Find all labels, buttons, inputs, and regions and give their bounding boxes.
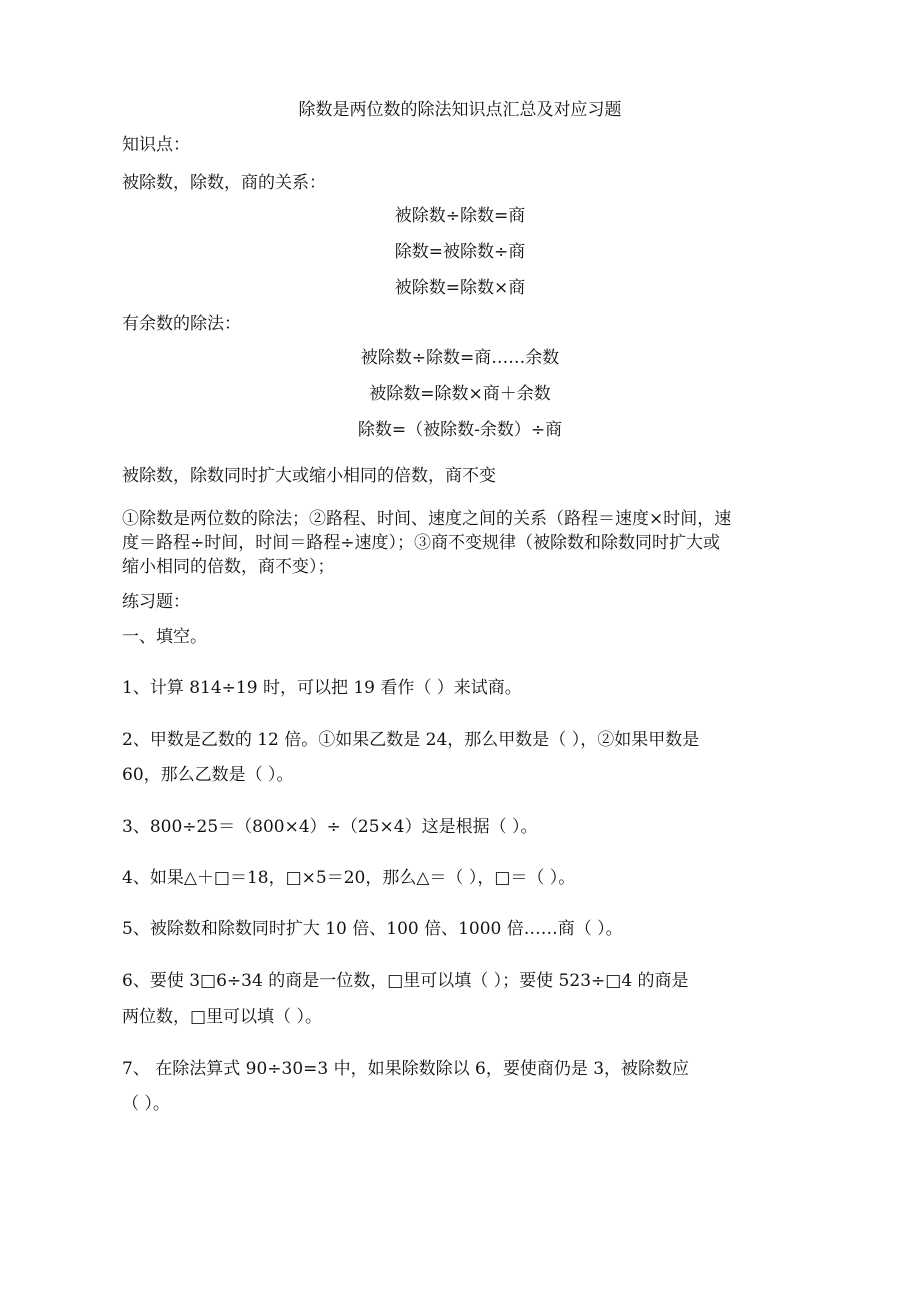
question-4: 4、如果△＋□＝18，□×5＝20，那么△＝（ ），□＝（ ）。	[122, 868, 576, 888]
knowledge-heading: 知识点：	[122, 135, 190, 155]
formula-basic-1: 被除数÷除数=商	[394, 206, 526, 226]
question-7-line-1: 7、 在除法算式 90÷30=3 中，如果除数除以 6，要使商仍是 3，被除数应	[122, 1059, 690, 1079]
rule-line: 被除数，除数同时扩大或缩小相同的倍数，商不变	[122, 466, 496, 486]
formula-basic-3: 被除数=除数×商	[394, 278, 526, 298]
question-7-line-2: （ ）。	[122, 1094, 170, 1114]
question-5: 5、被除数和除数同时扩大 10 倍、100 倍、1000 倍……商（ ）。	[122, 919, 623, 939]
section-one-heading: 一、填空。	[122, 627, 207, 647]
summary-line-1: ①除数是两位数的除法；②路程、时间、速度之间的关系（路程＝速度×时间，速	[122, 509, 732, 529]
question-6-line-2: 两位数，□里可以填（ ）。	[122, 1007, 322, 1027]
remainder-heading: 有余数的除法：	[122, 314, 241, 334]
question-2-line-2: 60，那么乙数是（ ）。	[122, 765, 294, 785]
formula-remainder-1: 被除数÷除数=商……余数	[360, 348, 560, 368]
question-2-line-1: 2、甲数是乙数的 12 倍。①如果乙数是 24，那么甲数是（ ），②如果甲数是	[122, 730, 700, 750]
formula-remainder-3: 除数=（被除数-余数）÷商	[357, 420, 563, 440]
question-1: 1、计算 814÷19 时，可以把 19 看作（ ）来试商。	[122, 678, 522, 698]
exercise-heading: 练习题：	[122, 592, 190, 612]
summary-line-2: 度＝路程÷时间，时间＝路程÷速度）；③商不变规律（被除数和除数同时扩大或	[122, 533, 720, 553]
relation-heading: 被除数，除数，商的关系：	[122, 173, 326, 193]
question-3: 3、800÷25＝（800×4）÷（25×4）这是根据（ ）。	[122, 817, 538, 837]
page-title: 除数是两位数的除法知识点汇总及对应习题	[298, 100, 622, 120]
formula-basic-2: 除数=被除数÷商	[394, 242, 526, 262]
question-6-line-1: 6、要使 3□6÷34 的商是一位数，□里可以填（ ）；要使 523÷□4 的商是	[122, 971, 689, 991]
summary-line-3: 缩小相同的倍数，商不变）；	[122, 557, 335, 577]
formula-remainder-2: 被除数=除数×商＋余数	[369, 384, 551, 404]
